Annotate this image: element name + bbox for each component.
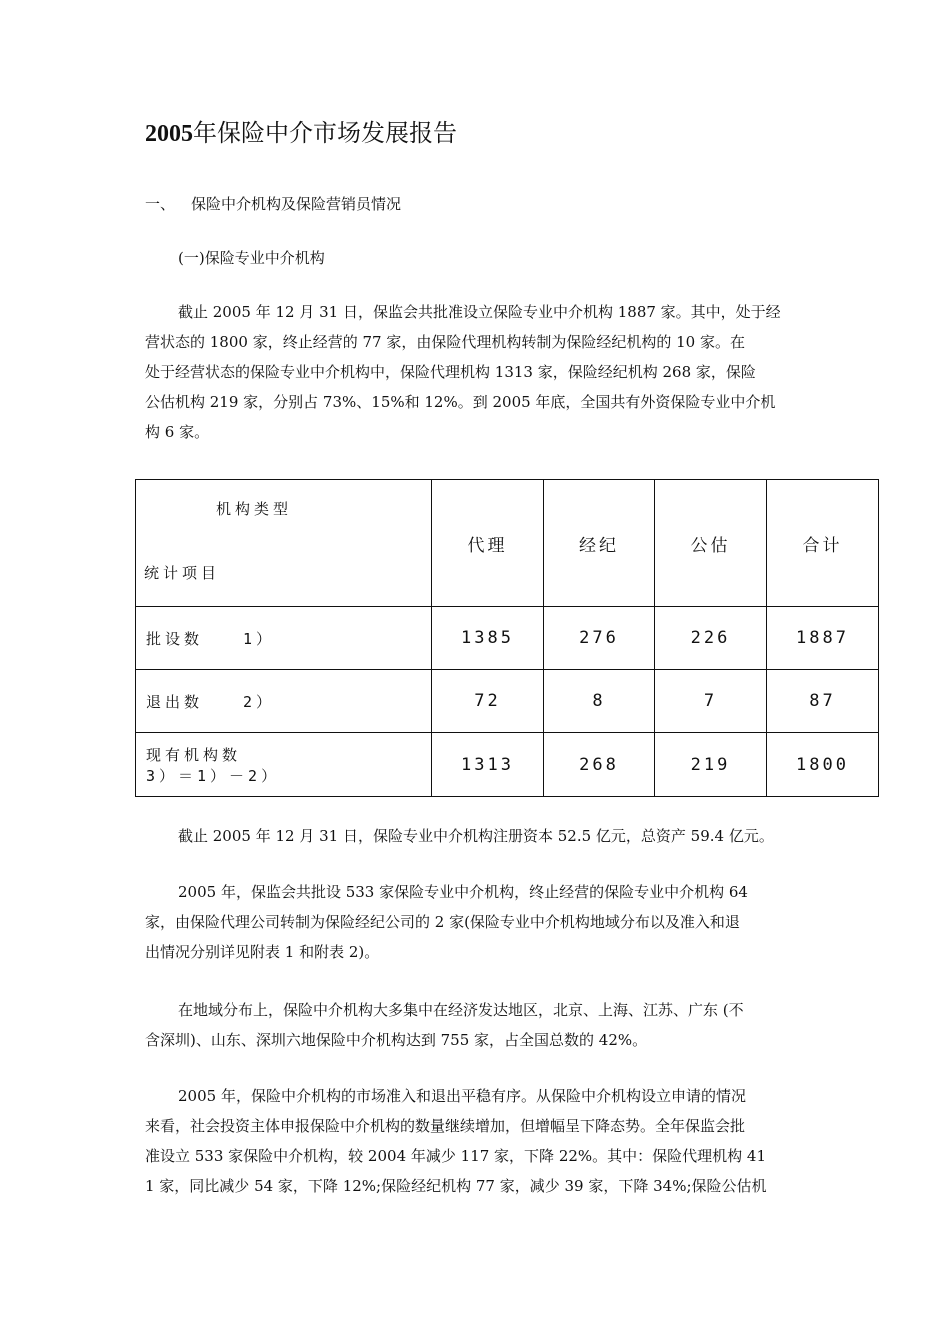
table-cell: 1313 <box>432 733 544 797</box>
row-label <box>136 670 432 733</box>
paragraph-1 <box>145 297 810 447</box>
table-header-row <box>136 480 879 607</box>
column-header: 公估 <box>655 480 767 607</box>
paragraph-line: 构 6 家。 <box>145 423 210 441</box>
paragraph-line: 在地域分布上，保险中介机构大多集中在经济发达地区，北京、上海、江苏、广东 (不 <box>178 1001 744 1019</box>
paragraph-line: 1 家，同比减少 54 家，下降 12%;保险经纪机构 77 家，减少 39 家，下降 34%;保险公估机 <box>145 1177 767 1195</box>
table-cell: 1887 <box>767 607 879 670</box>
section-title: 保险中介机构及保险营销员情况 <box>191 195 402 213</box>
table-row <box>136 733 879 797</box>
paragraph-line: 营状态的 1800 家，终止经营的 77 家，由保险代理机构转制为保险经纪机构的 10 家。在 <box>145 333 745 351</box>
paragraph-5 <box>145 1081 810 1201</box>
table-cell: 7 <box>655 670 767 733</box>
paragraph-line: 出情况分别详见附表 1 和附表 2)。 <box>145 943 380 961</box>
table-cell: 72 <box>432 670 544 733</box>
subsection-heading: (一)保险专业中介机构 <box>178 249 325 267</box>
row-label-note: 2） <box>243 692 276 711</box>
section-number: 一、 <box>145 195 176 213</box>
corner-label-top: 机构类型 <box>216 500 293 518</box>
paragraph-line: 处于经营状态的保险专业中介机构中，保险代理机构 1313 家，保险经纪机构 268 家，保险 <box>145 363 756 381</box>
row-label-note: 3）＝1）－2） <box>146 766 281 785</box>
document-title <box>145 116 457 151</box>
paragraph-line: 截止 2005 年 12 月 31 日，保监会共批准设立保险专业中介机构 1887 家。其中，处于经 <box>178 303 781 321</box>
table-cell: 276 <box>544 607 655 670</box>
paragraph-line: 公估机构 219 家，分别占 73%、15%和 12%。到 2005 年底，全国共有外资保险专业中介机 <box>145 393 776 411</box>
paragraph-line: 截止 2005 年 12 月 31 日，保险专业中介机构注册资本 52.5 亿元，总资产 59.4 亿元。 <box>178 827 774 845</box>
section-heading <box>145 192 401 216</box>
table-row <box>136 670 879 733</box>
paragraph-3 <box>145 877 810 967</box>
table-cell: 226 <box>655 607 767 670</box>
paragraph-line: 家，由保险代理公司转制为保险经纪公司的 2 家(保险专业中介机构地域分布以及准入和退 <box>145 913 740 931</box>
paragraph-line: 2005 年，保险中介机构的市场准入和退出平稳有序。从保险中介机构设立申请的情况 <box>178 1087 746 1105</box>
paragraph-line: 来看，社会投资主体申报保险中介机构的数量继续增加，但增幅呈下降态势。全年保监会批 <box>145 1117 746 1135</box>
row-label-text: 批设数 <box>146 629 204 648</box>
column-header: 经纪 <box>544 480 655 607</box>
table-row <box>136 607 879 670</box>
title-text: 年保险中介市场发展报告 <box>193 119 457 147</box>
table-cell: 87 <box>767 670 879 733</box>
table-cell: 268 <box>544 733 655 797</box>
row-label-text: 现有机构数 <box>146 745 242 764</box>
table-cell: 219 <box>655 733 767 797</box>
corner-label-bottom: 统计项目 <box>144 564 221 582</box>
row-label <box>136 733 432 797</box>
table-cell: 8 <box>544 670 655 733</box>
paragraph-line: 准设立 533 家保险中介机构，较 2004 年减少 117 家，下降 22%。其中：保险代理机构 41 <box>145 1147 767 1165</box>
column-header: 代理 <box>432 480 544 607</box>
paragraph-line: 2005 年，保监会共批设 533 家保险专业中介机构，终止经营的保险专业中介机构 64 <box>178 883 748 901</box>
column-header: 合计 <box>767 480 879 607</box>
row-label-note: 1） <box>243 629 276 648</box>
row-label <box>136 607 432 670</box>
paragraph-2 <box>145 821 810 851</box>
table-cell: 1385 <box>432 607 544 670</box>
statistics-table <box>135 479 879 797</box>
table-cell: 1800 <box>767 733 879 797</box>
paragraph-line: 含深圳)、山东、深圳六地保险中介机构达到 755 家，占全国总数的 42%。 <box>145 1031 648 1049</box>
paragraph-4 <box>145 995 810 1055</box>
table-corner-cell <box>136 480 432 607</box>
title-year: 2005 <box>145 121 193 147</box>
row-label-text: 退出数 <box>146 692 204 711</box>
